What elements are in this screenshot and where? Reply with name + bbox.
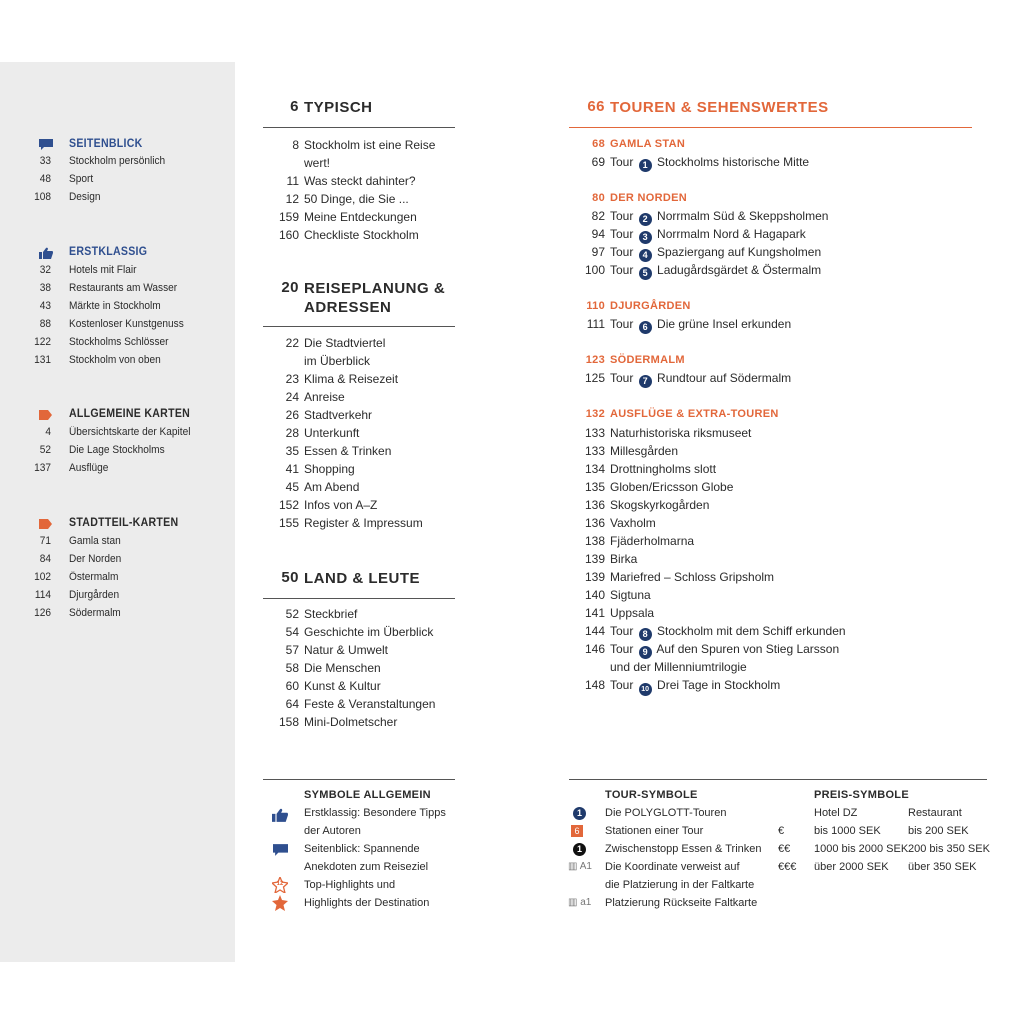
page-number: 28 — [285, 426, 299, 440]
page-number: 122 — [34, 336, 51, 348]
item-label: Drei Tage in Stockholm — [657, 678, 781, 692]
page-number: 155 — [278, 516, 299, 530]
page-number: 135 — [584, 480, 605, 494]
page-number: 66 — [587, 98, 605, 115]
subsection-title: SÖDERMALM — [610, 354, 685, 366]
list-item[interactable] — [0, 462, 235, 480]
item-label: Norrmalm Süd & Skeppsholmen — [657, 209, 829, 223]
tour-number-badge: 2 — [639, 213, 652, 226]
item-label: Restaurants am Wasser — [69, 282, 178, 294]
stadtteil-karten-heading: STADTTEIL-KARTEN — [69, 517, 179, 529]
list-item[interactable] — [0, 571, 235, 589]
legend-text: Stationen einer Tour — [605, 825, 704, 837]
divider — [569, 127, 972, 128]
page-number: 23 — [285, 372, 299, 386]
food-stop-badge-icon: 1 — [573, 843, 586, 856]
page-number: 33 — [39, 155, 51, 167]
item-label: Die Stadtviertel — [304, 336, 386, 350]
list-item[interactable] — [0, 191, 235, 209]
page-number: 158 — [278, 715, 299, 729]
page-number: 137 — [34, 462, 51, 474]
page-number: 6 — [290, 98, 299, 115]
price-symbol: € — [778, 825, 785, 837]
list-item[interactable] — [0, 553, 235, 571]
page-number: 82 — [591, 209, 605, 223]
tour-word: Tour — [610, 317, 634, 331]
list-item[interactable] — [0, 282, 235, 300]
hotel-price: über 2000 SEK — [814, 861, 889, 873]
item-label: Auf den Spuren von Stieg Larsson — [656, 642, 840, 656]
page-number: 52 — [285, 607, 299, 621]
item-label: Klima & Reisezeit — [304, 372, 399, 386]
list-item[interactable] — [0, 173, 235, 191]
item-label: Die Menschen — [304, 661, 381, 675]
list-item[interactable] — [0, 607, 235, 625]
item-label: Anreise — [304, 390, 345, 404]
tour-word: Tour — [610, 371, 634, 385]
page-number: 69 — [591, 155, 605, 169]
item-label: Fjäderholmarna — [610, 534, 695, 548]
tour-number-badge: 9 — [639, 646, 652, 659]
page-number: 26 — [285, 408, 299, 422]
divider — [263, 779, 455, 780]
legend-text: Platzierung Rückseite Faltkarte — [605, 897, 758, 909]
item-label: wert! — [304, 156, 331, 170]
subsection-title: AUSFLÜGE & EXTRA-TOUREN — [610, 408, 779, 420]
column-header: Restaurant — [908, 807, 962, 819]
tour-word: Tour — [610, 624, 634, 638]
item-label: Skogskyrkogården — [610, 498, 710, 512]
legend-text: die Platzierung in der Faltkarte — [605, 879, 755, 891]
top-highlight-icon — [272, 877, 288, 893]
thumbs-up-icon — [272, 808, 288, 822]
item-label: Die Lage Stockholms — [69, 444, 165, 456]
tour-number-badge: 6 — [639, 321, 652, 334]
list-item[interactable] — [0, 264, 235, 282]
restaurant-price: bis 200 SEK — [908, 825, 969, 837]
item-label: Birka — [610, 552, 638, 566]
page-number: 152 — [278, 498, 299, 512]
item-label: Millesgården — [610, 444, 679, 458]
page-number: 43 — [39, 300, 51, 312]
item-label: Übersichtskarte der Kapitel — [69, 426, 191, 438]
section-title: TOUREN & SEHENSWERTES — [610, 99, 829, 116]
list-item[interactable] — [0, 300, 235, 318]
item-label: Essen & Trinken — [304, 444, 392, 458]
speech-bubble-icon — [273, 844, 288, 857]
legend-title: PREIS-SYMBOLE — [814, 789, 909, 801]
tour-word: Tour — [610, 209, 634, 223]
page-number: 100 — [584, 263, 605, 277]
item-label: Design — [69, 191, 101, 203]
item-label: Infos von A–Z — [304, 498, 378, 512]
page-number: 123 — [585, 354, 605, 366]
item-label: Stadtverkehr — [304, 408, 373, 422]
price-symbol: €€ — [778, 843, 791, 855]
legend-text: Seitenblick: Spannende — [304, 843, 420, 855]
item-label: Mariefred – Schloss Gripsholm — [610, 570, 775, 584]
item-label: Sport — [69, 173, 94, 185]
page-number: 4 — [45, 426, 51, 438]
item-label: Die grüne Insel erkunden — [657, 317, 792, 331]
legend-title: TOUR-SYMBOLE — [605, 789, 698, 801]
item-label: Stockholm persönlich — [69, 155, 166, 167]
page-number: 97 — [591, 245, 605, 259]
map-coordinate-icon: ▥ A1 — [568, 861, 592, 872]
page-number: 88 — [39, 318, 51, 330]
page-number: 160 — [278, 228, 299, 242]
divider — [263, 598, 455, 599]
item-label: Kostenloser Kunstgenuss — [69, 318, 184, 330]
page-number: 41 — [285, 462, 299, 476]
item-label: 50 Dinge, die Sie ... — [304, 192, 409, 206]
item-label: Naturhistoriska riksmuseet — [610, 426, 752, 440]
page-number: 48 — [39, 173, 51, 185]
subsection-title: GAMLA STAN — [610, 138, 686, 150]
tour-word: Tour — [610, 227, 634, 241]
divider — [263, 326, 455, 327]
item-label: Djurgården — [69, 589, 120, 601]
item-label: Södermalm — [69, 607, 121, 619]
item-label: Globen/Ericsson Globe — [610, 480, 734, 494]
thumbs-up-icon — [39, 247, 53, 259]
item-label: Feste & Veranstaltungen — [304, 697, 436, 711]
item-label: Steckbrief — [304, 607, 358, 621]
page-number: 159 — [278, 210, 299, 224]
page-number: 146 — [584, 642, 605, 656]
seitenblick-heading: SEITENBLICK — [69, 138, 143, 150]
list-item[interactable] — [0, 589, 235, 607]
list-item[interactable] — [0, 444, 235, 462]
list-item[interactable] — [0, 318, 235, 336]
page-number: 94 — [591, 227, 605, 241]
page-number: 131 — [34, 354, 51, 366]
restaurant-price: über 350 SEK — [908, 861, 977, 873]
page-number: 60 — [285, 679, 299, 693]
page-number: 114 — [34, 589, 51, 601]
section-title: REISEPLANUNG & — [304, 280, 446, 297]
divider — [569, 779, 987, 780]
coordinate-label: a1 — [580, 897, 592, 908]
tour-word: Tour — [610, 245, 634, 259]
item-label: Märkte in Stockholm — [69, 300, 161, 312]
page-number: 12 — [285, 192, 299, 206]
item-label: Ladugårdsgärdet & Östermalm — [657, 263, 822, 277]
page-number: 133 — [584, 444, 605, 458]
item-label: Natur & Umwelt — [304, 643, 389, 657]
legend-text: Zwischenstopp Essen & Trinken — [605, 843, 762, 855]
list-item[interactable] — [0, 354, 235, 372]
item-label: Der Norden — [69, 553, 122, 565]
item-label: Shopping — [304, 462, 355, 476]
page-number: 64 — [285, 697, 299, 711]
star-icon — [272, 895, 288, 911]
speech-bubble-icon — [39, 139, 53, 151]
page-number: 108 — [34, 191, 51, 203]
page-number: 38 — [39, 282, 51, 294]
page-number: 84 — [39, 553, 51, 565]
highlight-badge-number: 12 — [276, 881, 284, 887]
tour-word: Tour — [610, 263, 634, 277]
item-label: Geschichte im Überblick — [304, 625, 434, 639]
page-number: 32 — [39, 264, 51, 276]
subsection-title: DER NORDEN — [610, 192, 687, 204]
item-label: Meine Entdeckungen — [304, 210, 417, 224]
item-label: Drottningholms slott — [610, 462, 717, 476]
item-label: Norrmalm Nord & Hagapark — [657, 227, 806, 241]
list-item[interactable] — [0, 155, 235, 173]
page-number: 20 — [281, 279, 299, 296]
legend-text: Anekdoten zum Reiseziel — [304, 861, 429, 873]
legend-text: Top-Highlights und — [304, 879, 396, 891]
section-title: LAND & LEUTE — [304, 570, 420, 587]
hotel-price: 1000 bis 2000 SEK — [814, 843, 909, 855]
item-label: Spaziergang auf Kungsholmen — [657, 245, 822, 259]
page-number: 139 — [584, 570, 605, 584]
list-item[interactable] — [0, 426, 235, 444]
page-number: 111 — [586, 317, 605, 331]
map-tag-icon — [39, 518, 53, 530]
item-label: Rundtour auf Södermalm — [657, 371, 792, 385]
page-number: 22 — [285, 336, 299, 350]
item-label: Gamla stan — [69, 535, 121, 547]
tour-word: Tour — [610, 678, 634, 692]
item-label: Kunst & Kultur — [304, 679, 381, 693]
tour-number-badge: 1 — [639, 159, 652, 172]
item-label: Uppsala — [610, 606, 655, 620]
tour-number-badge: 3 — [639, 231, 652, 244]
price-symbol: €€€ — [778, 861, 797, 873]
page-number: 126 — [34, 607, 51, 619]
page-number: 24 — [285, 390, 299, 404]
item-label: Stockholms historische Mitte — [657, 155, 810, 169]
page-number: 102 — [34, 571, 51, 583]
item-label: Unterkunft — [304, 426, 360, 440]
page-number: 50 — [281, 569, 299, 586]
tour-word: Tour — [610, 155, 634, 169]
item-label: Was steckt dahinter? — [304, 174, 416, 188]
tour-number-badge: 5 — [639, 267, 652, 280]
legend-text: der Autoren — [304, 825, 361, 837]
tour-word: Tour — [610, 642, 634, 656]
item-label: Am Abend — [304, 480, 360, 494]
item-label: Checkliste Stockholm — [304, 228, 419, 242]
page-number: 141 — [584, 606, 605, 620]
item-label: Östermalm — [69, 571, 119, 583]
page-number: 54 — [285, 625, 299, 639]
item-label: Vaxholm — [610, 516, 656, 530]
tour-number-badge: 4 — [639, 249, 652, 262]
section-title: ADRESSEN — [304, 299, 392, 316]
list-item[interactable] — [0, 336, 235, 354]
page-number: 68 — [592, 138, 605, 150]
station-badge-icon: 6 — [571, 825, 583, 837]
item-label: Sigtuna — [610, 588, 651, 602]
subsection-title: DJURGÅRDEN — [610, 300, 691, 312]
page-number: 134 — [584, 462, 605, 476]
page-number: 140 — [584, 588, 605, 602]
item-label: Stockholm mit dem Schiff erkunden — [657, 624, 846, 638]
page-number: 132 — [585, 408, 605, 420]
page-number: 52 — [39, 444, 51, 456]
legend-text: Erstklassig: Besondere Tipps — [304, 807, 446, 819]
tour-number-badge: 10 — [639, 683, 652, 696]
legend-text: Die POLYGLOTT-Touren — [605, 807, 727, 819]
item-label: Hotels mit Flair — [69, 264, 137, 276]
list-item[interactable] — [0, 535, 235, 553]
tour-badge-icon: 1 — [573, 807, 586, 820]
map-back-coordinate-icon: ▥ a1 — [568, 897, 592, 908]
legend-text: Die Koordinate verweist auf — [605, 861, 740, 873]
tour-number-badge: 8 — [639, 628, 652, 641]
column-header: Hotel DZ — [814, 807, 858, 819]
item-label: Stockholm ist eine Reise — [304, 138, 436, 152]
page-number: 136 — [584, 498, 605, 512]
legend-text: Highlights der Destination — [304, 897, 430, 909]
page-number: 35 — [285, 444, 299, 458]
map-tag-icon — [39, 409, 53, 421]
page-number: 148 — [584, 678, 605, 692]
hotel-price: bis 1000 SEK — [814, 825, 881, 837]
section-title: TYPISCH — [304, 99, 373, 116]
page-number: 125 — [584, 371, 605, 385]
item-label: Stockholms Schlösser — [69, 336, 169, 348]
legend-title: SYMBOLE ALLGEMEIN — [304, 789, 431, 801]
page-number: 45 — [285, 480, 299, 494]
page-number: 136 — [584, 516, 605, 530]
page-number: 133 — [584, 426, 605, 440]
page-number: 57 — [285, 643, 299, 657]
item-label: Register & Impressum — [304, 516, 423, 530]
item-label: im Überblick — [304, 354, 371, 368]
page-number: 110 — [586, 300, 605, 312]
page-number: 138 — [584, 534, 605, 548]
divider — [263, 127, 455, 128]
tour-number-badge: 7 — [639, 375, 652, 388]
page-number: 144 — [584, 624, 605, 638]
page-number: 58 — [285, 661, 299, 675]
item-label: Ausflüge — [69, 462, 109, 474]
page-number: 11 — [286, 174, 299, 188]
item-label: und der Millenniumtrilogie — [610, 660, 747, 674]
page-number: 80 — [592, 192, 605, 204]
item-label: Stockholm von oben — [69, 354, 161, 366]
page-number: 71 — [39, 535, 51, 547]
coordinate-label: A1 — [579, 861, 592, 872]
erstklassig-heading: ERSTKLASSIG — [69, 246, 148, 258]
restaurant-price: 200 bis 350 SEK — [908, 843, 990, 855]
page-number: 8 — [292, 138, 299, 152]
page-number: 139 — [584, 552, 605, 566]
allgemeine-karten-heading: ALLGEMEINE KARTEN — [69, 408, 191, 420]
item-label: Mini-Dolmetscher — [304, 715, 398, 729]
